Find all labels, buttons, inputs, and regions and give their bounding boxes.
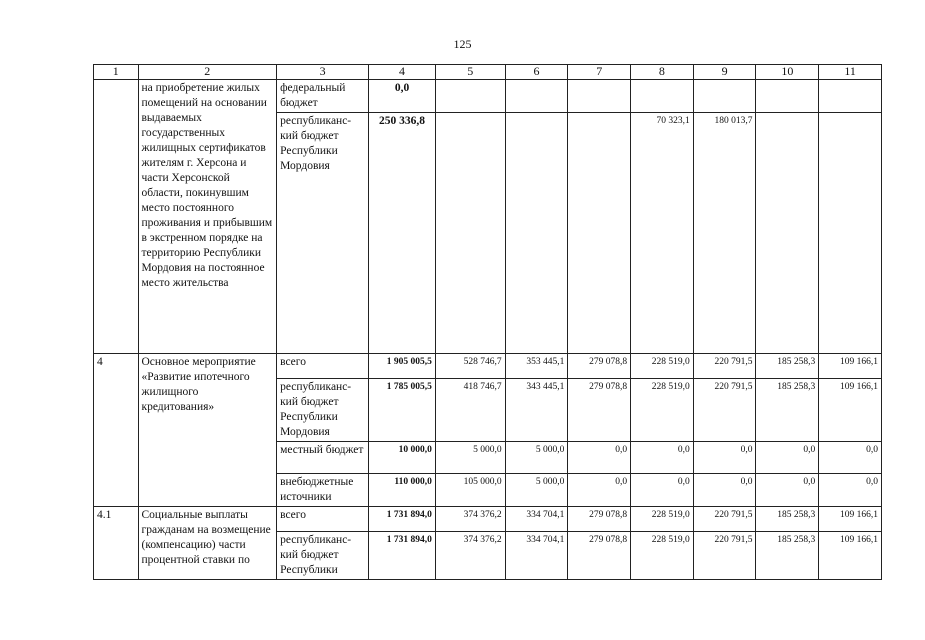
value-cell: 0,0 [756,442,819,474]
source-cell: местный бюджет [277,442,369,474]
header-cell: 1 [94,65,139,80]
value-cell: 0,0 [693,442,756,474]
table-row [94,80,882,113]
value-cell: 279 078,8 [568,532,631,580]
source-cell: федеральный бюджет [277,80,369,113]
value-cell: 5 000,0 [435,442,505,474]
total-cell: 250 336,8 [369,113,436,354]
value-cell: 374 376,2 [435,507,505,532]
source-cell: республиканс-кий бюджет Республики [277,532,369,580]
value-cell [756,113,819,354]
value-cell: 279 078,8 [568,507,631,532]
row-number-cell: 4 [94,354,139,507]
value-cell: 0,0 [568,474,631,507]
source-cell: всего [277,354,369,379]
value-cell: 353 445,1 [505,354,568,379]
header-cell: 9 [693,65,756,80]
source-cell: республиканс-кий бюджет Республики Мордовия [277,379,369,442]
value-cell: 109 166,1 [819,354,882,379]
row-number-cell [94,80,139,354]
value-cell: 343 445,1 [505,379,568,442]
value-cell [819,80,882,113]
table-row [94,354,882,379]
header-cell: 4 [369,65,436,80]
header-cell: 11 [819,65,882,80]
value-cell: 109 166,1 [819,507,882,532]
value-cell [568,113,631,354]
value-cell: 418 746,7 [435,379,505,442]
activity-name-cell: на приобретение жилых помещений на основании выдаваемых государственных жилищных сертификатов жителям г. Херсона и части Херсонской области, покинувшим место постоянного проживания и прибывшим в экстренном порядке на территорию Республики Мордовия на постоянное место жительства [138,80,277,354]
value-cell [631,80,694,113]
value-cell: 0,0 [693,474,756,507]
table-body [94,65,882,580]
value-cell: 0,0 [631,442,694,474]
value-cell [756,80,819,113]
value-cell: 0,0 [631,474,694,507]
value-cell [693,80,756,113]
table-row [94,507,882,532]
value-cell: 220 791,5 [693,532,756,580]
total-cell: 0,0 [369,80,436,113]
value-cell [505,80,568,113]
value-cell: 279 078,8 [568,379,631,442]
total-cell: 1 731 894,0 [369,507,436,532]
total-cell: 110 000,0 [369,474,436,507]
source-cell: внебюджетные источники [277,474,369,507]
value-cell: 109 166,1 [819,379,882,442]
value-cell: 228 519,0 [631,507,694,532]
value-cell: 0,0 [819,474,882,507]
value-cell: 70 323,1 [631,113,694,354]
value-cell: 185 258,3 [756,532,819,580]
header-cell: 3 [277,65,369,80]
value-cell: 228 519,0 [631,379,694,442]
activity-name-cell: Основное мероприятие «Развитие ипотечного жилищного кредитования» [138,354,277,507]
value-cell: 228 519,0 [631,532,694,580]
activity-name-cell: Социальные выплаты гражданам на возмещение (компенсацию) части процентной ставки по [138,507,277,580]
value-cell [435,80,505,113]
total-cell: 1 905 005,5 [369,354,436,379]
header-row [94,65,882,80]
source-cell: всего [277,507,369,532]
total-cell: 1 785 005,5 [369,379,436,442]
value-cell: 334 704,1 [505,507,568,532]
row-number-cell: 4.1 [94,507,139,580]
source-cell: республиканс-кий бюджет Республики Мордовия [277,113,369,354]
value-cell [435,113,505,354]
value-cell: 105 000,0 [435,474,505,507]
value-cell: 109 166,1 [819,532,882,580]
value-cell [505,113,568,354]
header-cell: 2 [138,65,277,80]
value-cell: 185 258,3 [756,354,819,379]
value-cell: 180 013,7 [693,113,756,354]
value-cell: 185 258,3 [756,507,819,532]
header-cell: 8 [631,65,694,80]
header-cell: 5 [435,65,505,80]
header-cell: 7 [568,65,631,80]
value-cell: 279 078,8 [568,354,631,379]
header-cell: 6 [505,65,568,80]
value-cell: 185 258,3 [756,379,819,442]
header-cell: 10 [756,65,819,80]
value-cell: 220 791,5 [693,507,756,532]
value-cell: 334 704,1 [505,532,568,580]
value-cell: 0,0 [568,442,631,474]
value-cell: 220 791,5 [693,379,756,442]
total-cell: 10 000,0 [369,442,436,474]
budget-table [93,64,882,580]
page-number: 125 [453,37,472,51]
value-cell: 5 000,0 [505,442,568,474]
value-cell [819,113,882,354]
value-cell: 0,0 [819,442,882,474]
value-cell: 528 746,7 [435,354,505,379]
value-cell: 5 000,0 [505,474,568,507]
value-cell: 228 519,0 [631,354,694,379]
value-cell: 0,0 [756,474,819,507]
total-cell: 1 731 894,0 [369,532,436,580]
value-cell: 220 791,5 [693,354,756,379]
value-cell: 374 376,2 [435,532,505,580]
value-cell [568,80,631,113]
